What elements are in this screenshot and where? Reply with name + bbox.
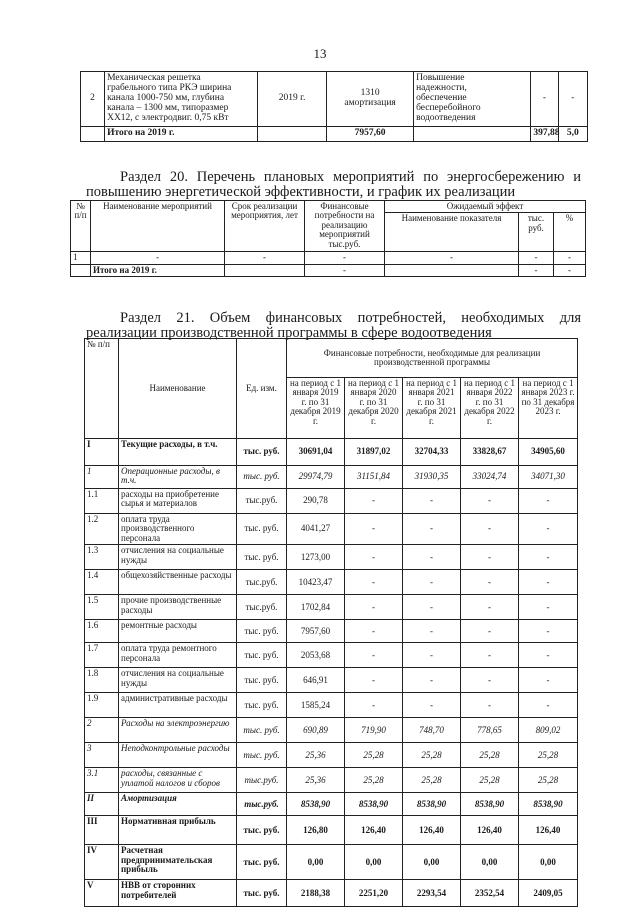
row-name: оплата труда производственного персонала [119,514,237,545]
cell-value: - [519,514,578,545]
cell-value: 290,78 [287,489,345,514]
row-unit: тыс.руб. [237,570,287,595]
cell-value: 25,28 [519,743,578,768]
cell-value: - [558,72,587,127]
cell-value: 2251,20 [345,880,403,907]
cell-value: 809,02 [519,718,578,743]
header-name: Наименование мероприятий [91,201,225,252]
cell-value: 25,28 [461,768,519,793]
measure-year: 2019 г. [258,72,327,127]
cell-value: - [531,72,558,127]
cell-value: 2352,54 [461,880,519,907]
row-unit: тыс.руб. [237,793,287,816]
cell-value: 8538,90 [519,793,578,816]
table-row [85,439,578,466]
table-body [85,439,578,907]
cell-value: 5,0 [558,126,587,141]
row-unit: тыс. руб. [237,743,287,768]
row-unit: тыс. руб. [237,466,287,489]
row-unit: тыс. руб. [237,816,287,845]
cell-value: - [345,693,403,718]
cell-value: 33828,67 [461,439,519,466]
section-21-heading [86,311,581,341]
cell-value: 8538,90 [287,793,345,816]
cell-value: 25,28 [403,768,461,793]
cell-value: 8538,90 [345,793,403,816]
cell-value: 8538,90 [461,793,519,816]
text-line: канала – 1300 мм, типоразмер [107,102,229,113]
cell-value: 25,28 [519,768,578,793]
row-name: общехозяйственные расходы [119,570,237,595]
row-name: административные расходы [119,693,237,718]
row-number: II [85,793,119,816]
cell-value: 778,65 [461,718,519,743]
text-line: обеспечение [416,92,467,103]
cell-value: 748,70 [403,718,461,743]
row-name: Расходы на электроэнергию [119,718,237,743]
row-number: III [85,816,119,845]
cell-value: 25,28 [345,743,403,768]
row-name: прочие производственные расходы [119,595,237,620]
row-name: Операционные расходы, в т.ч. [119,466,237,489]
table-row [85,570,578,595]
total-amount: 7957,60 [327,126,414,141]
table-row [85,880,578,907]
header-effect-name: Наименование показателя [385,213,519,252]
row-number: 1.9 [85,693,119,718]
row-number: I [85,439,119,466]
table-row [71,252,586,264]
header-finance: Финансовые потребности на реализацию мероприятий тыс.руб. [305,201,385,252]
row-number: 1 [71,252,91,264]
text-line: надежности, [416,82,467,93]
cell-value: - [519,252,554,264]
table-row [85,816,578,845]
measure-effect [414,72,531,127]
cell-value: 397,88 [531,126,558,141]
table-row [85,668,578,693]
cell-value: 25,36 [287,768,345,793]
cell-value: 25,28 [345,768,403,793]
cell-value: - [403,693,461,718]
row-name: отчисления на социальные нужды [119,668,237,693]
cell-value: - [345,643,403,668]
table-row [85,793,578,816]
cell-value: 10423,47 [287,570,345,595]
row-name: Расчетная предпринимательская прибыль [119,845,237,880]
total-row [81,126,588,141]
row-name: расходы, связанные с уплатой налогов и сборов [119,768,237,793]
row-unit: тыс. руб. [237,718,287,743]
cell-value: - [461,620,519,643]
cell-value: - [345,545,403,570]
cell-value: - [345,595,403,620]
cell-value: - [403,668,461,693]
cell-value: - [403,570,461,595]
text-line: 1310 [360,87,380,98]
table-row [85,693,578,718]
row-unit: тыс. руб. [237,693,287,718]
table-row [85,643,578,668]
row-unit: тыс. руб. [237,514,287,545]
header-period: на период с 1 января 2021 г. по 31 декабря 2021 г. [403,378,461,439]
cell-value: - [403,489,461,514]
cell-value: - [461,643,519,668]
cell-value: 2053,68 [287,643,345,668]
cell-value: - [519,545,578,570]
row-number: 1.8 [85,668,119,693]
text-line: амортизация [344,97,396,108]
cell-value: - [461,570,519,595]
cell-value: - [403,620,461,643]
row-unit: тыс. руб. [237,845,287,880]
row-name: ремонтные расходы [119,620,237,643]
cell-value: 1702,84 [287,595,345,620]
cell-value: 126,40 [345,816,403,845]
row-name: расходы на приобретение сырья и материалов [119,489,237,514]
cell-value: - [403,514,461,545]
row-number: 1.3 [85,545,119,570]
heading-line: повышению энергетической эффективности, и график их реализации [86,184,516,201]
energy-saving-table [70,200,586,277]
cell-value: - [305,264,385,276]
header-period: на период с 1 января 2023 г. по 31 декабря 2023 г. [519,378,578,439]
cell-value: 31151,84 [345,466,403,489]
row-unit: тыс.руб. [237,768,287,793]
investment-table-tail [80,71,588,142]
row-unit: тыс. руб. [237,620,287,643]
table-row [85,768,578,793]
cell-value: 0,00 [403,845,461,880]
cell-value: 126,40 [519,816,578,845]
row-number: 1 [85,466,119,489]
header-period: на период с 1 января 2019 г. по 31 декабря 2019 г. [287,378,345,439]
cell-value: 2188,38 [287,880,345,907]
measure-source [327,72,414,127]
header-effect-rub: тыс. руб. [519,213,554,252]
row-unit: тыс. руб. [237,643,287,668]
table-row [85,514,578,545]
cell-value: 34071,30 [519,466,578,489]
cell-value: - [403,545,461,570]
header-name: Наименование [119,339,237,439]
cell-value: - [519,570,578,595]
heading-line: Раздел 20. Перечень плановых мероприятий по энергосбережению и [120,169,581,185]
measure-name [105,72,258,127]
cell-value: - [403,595,461,620]
table-row [85,718,578,743]
cell-value: 0,00 [519,845,578,880]
cell-value: 8538,90 [403,793,461,816]
cell-value: 4041,27 [287,514,345,545]
text-line: водоотведения [416,112,476,123]
cell-value: 2293,54 [403,880,461,907]
cell-value: 719,90 [345,718,403,743]
cell-value: - [519,693,578,718]
cell-value: 126,40 [403,816,461,845]
cell-value: 29974,79 [287,466,345,489]
cell-value: 25,36 [287,743,345,768]
row-name: оплата труда ремонтного персонала [119,643,237,668]
cell-value: 2409,05 [519,880,578,907]
cell-value: 33024,74 [461,466,519,489]
cell-value: - [519,489,578,514]
cell-value: 25,28 [461,743,519,768]
row-number: 3 [85,743,119,768]
heading-line: реализации производственной программы в сфере водоотведения [86,325,492,342]
cell-value: 690,89 [287,718,345,743]
cell-value: 31930,35 [403,466,461,489]
cell-value: - [461,693,519,718]
row-unit: тыс.руб. [237,595,287,620]
header-period: на период с 1 января 2020 г. по 31 декабря 2020 г. [345,378,403,439]
row-number: 1.5 [85,595,119,620]
table-row [85,595,578,620]
cell-value: - [461,668,519,693]
cell-value: - [345,668,403,693]
row-number: 2 [81,72,105,127]
table-row [85,545,578,570]
table-row [85,466,578,489]
header-num: № п/п [71,201,91,252]
header-group: Финансовые потребности, необходимые для реализации производственной программы [287,339,578,378]
cell-value: - [519,595,578,620]
cell-value: - [225,252,305,264]
header-effect-pct: % [554,213,586,252]
row-unit: тыс. руб. [237,880,287,907]
cell-value: 126,40 [461,816,519,845]
cell-value: - [385,252,519,264]
section-20-heading [86,170,581,200]
cell-value: - [345,489,403,514]
table-row [85,845,578,880]
header-term: Срок реализации мероприятия, лет [225,201,305,252]
header-num: № п/п [85,339,119,439]
text-line: бесперебойного [416,102,481,113]
text-line: Повышение [416,73,465,83]
row-name: НВВ от сторонних потребителей [119,880,237,907]
row-number: V [85,880,119,907]
text-line: ХХ12, с электродвиг. 0,75 кВт [107,112,229,123]
cell-value: - [403,643,461,668]
row-unit: тыс. руб. [237,545,287,570]
total-row [71,264,586,276]
cell-value: 126,80 [287,816,345,845]
row-unit: тыс.руб. [237,489,287,514]
text-line: Механическая решетка [107,73,201,83]
row-name: Текущие расходы, в т.ч. [119,439,237,466]
cell-value: - [461,595,519,620]
cell-value: - [554,252,586,264]
row-number: 1.7 [85,643,119,668]
cell-value: 34905,60 [519,439,578,466]
row-number: 1.2 [85,514,119,545]
row-name: отчисления на социальные нужды [119,545,237,570]
table-row [81,72,588,127]
header-unit: Ед. изм. [237,339,287,439]
cell-value: 1585,24 [287,693,345,718]
cell-value: 1273,00 [287,545,345,570]
text-line: канала 1000-750 мм, глубина [107,92,225,103]
row-number: IV [85,845,119,880]
total-label: Итого на 2019 г. [105,126,258,141]
page-number: 13 [313,46,327,61]
row-name: Неподконтрольные расходы [119,743,237,768]
cell-value: 30691,04 [287,439,345,466]
row-unit: тыс. руб. [237,668,287,693]
cell-value: 0,00 [287,845,345,880]
financial-needs-table [84,338,578,907]
header-period: на период с 1 января 2022 г. по 31 декабря 2022 г. [461,378,519,439]
cell-value: - [519,620,578,643]
row-number: 1.4 [85,570,119,595]
cell-value: - [461,489,519,514]
cell-value: - [461,514,519,545]
cell-value: - [305,252,385,264]
row-number: 1.1 [85,489,119,514]
header-effect: Ожидаемый эффект [385,201,586,213]
cell-value: 0,00 [461,845,519,880]
text-line: грабельного типа РКЭ ширина [107,82,232,93]
cell-value: 25,28 [403,743,461,768]
row-number: 1.6 [85,620,119,643]
cell-value: - [519,668,578,693]
cell-value: 646,91 [287,668,345,693]
row-name: Нормативная прибыль [119,816,237,845]
cell-value: - [345,620,403,643]
cell-value: - [519,264,554,276]
cell-value: 7957,60 [287,620,345,643]
row-unit: тыс. руб. [237,439,287,466]
row-number: 3.1 [85,768,119,793]
table-row [85,620,578,643]
cell-value: - [519,643,578,668]
cell-value: - [345,514,403,545]
cell-value: - [554,264,586,276]
cell-value: 0,00 [345,845,403,880]
cell-value: - [91,252,225,264]
cell-value: 31897,02 [345,439,403,466]
total-label: Итого на 2019 г. [91,264,225,276]
row-name: Амортизация [119,793,237,816]
table-row [85,489,578,514]
cell-value: - [461,545,519,570]
row-number: 2 [85,718,119,743]
heading-line: Раздел 21. Объем финансовых потребностей, необходимых для [120,310,581,326]
table-row [85,743,578,768]
cell-value: - [345,570,403,595]
cell-value: 32704,33 [403,439,461,466]
